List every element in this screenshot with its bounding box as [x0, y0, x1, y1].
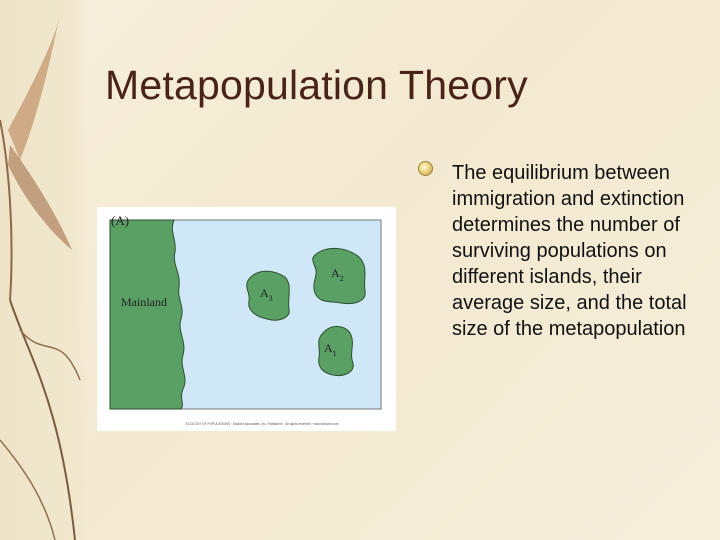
island-a1-label: $A_1$ [324, 341, 337, 358]
mainland-shape [110, 220, 185, 409]
slide-title: Metapopulation Theory [105, 62, 528, 108]
bullet-circle-icon [418, 161, 433, 176]
panel-label: (A) [111, 213, 130, 228]
mainland-label: Mainland [121, 295, 167, 309]
leaf-decoration [0, 0, 100, 540]
bullet-text: The equilibrium between immigration and extinction determines the number of surviving populations on different islands, their average size, and the total size of the metapopulation [452, 162, 687, 340]
metapopulation-figure [97, 207, 396, 431]
island-a3-label: $A_3$ [260, 286, 273, 303]
figure-caption: ECOLOGY OF POPULATIONS · Sinauer Associates, Inc. Publishers · All rights reserved · www.sinauer.com [185, 422, 339, 426]
island-a2-label: $A_2$ [331, 266, 344, 283]
